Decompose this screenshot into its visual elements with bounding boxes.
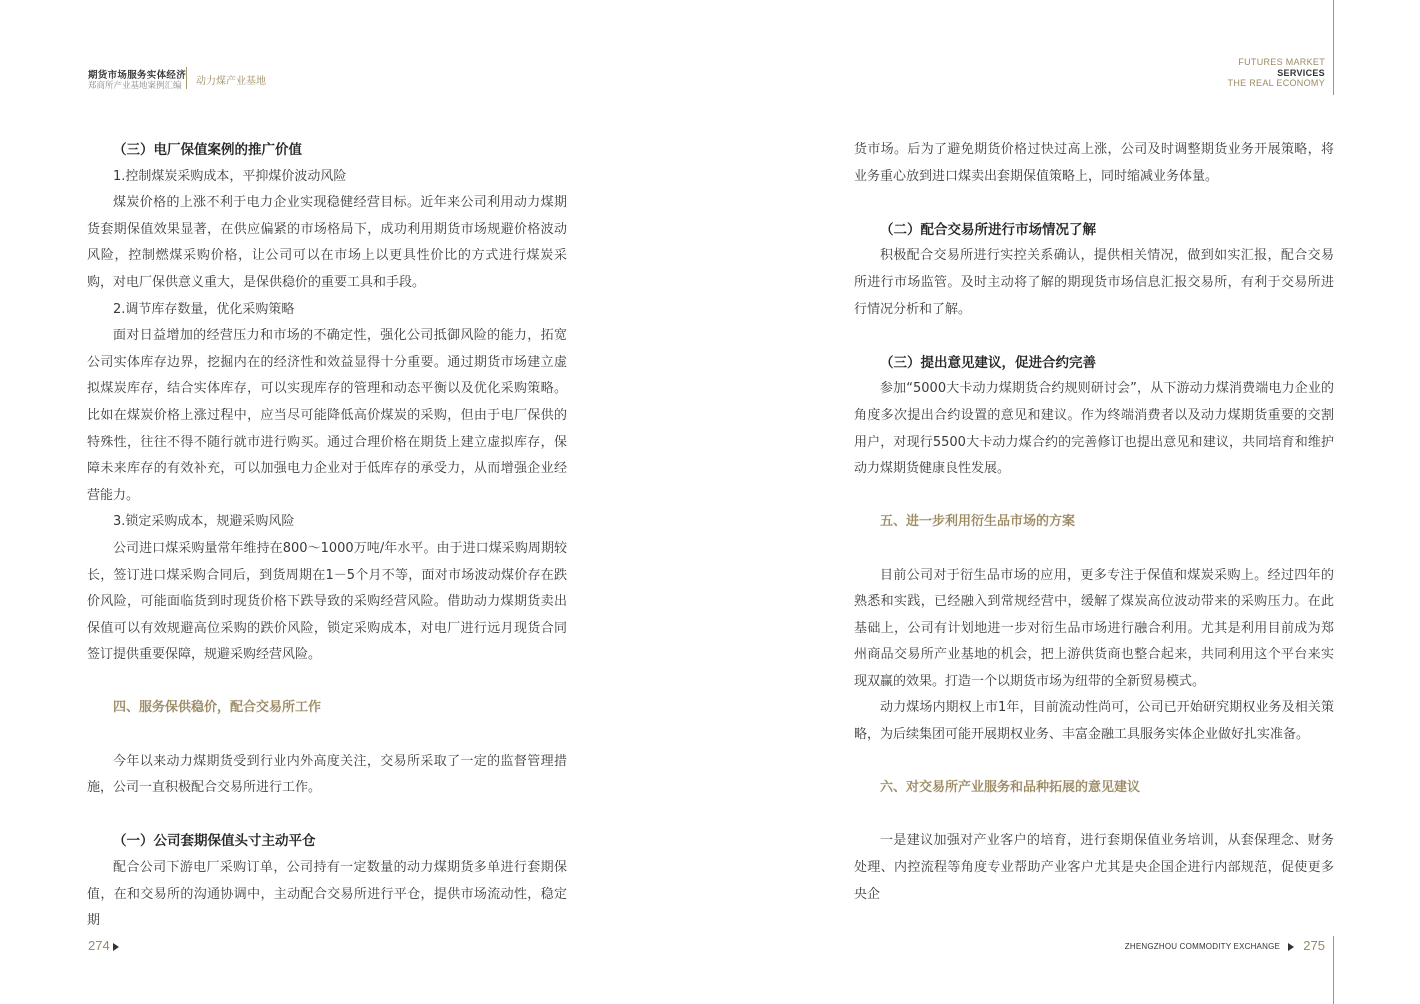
- triangle-right-icon: [113, 943, 119, 951]
- paragraph-3: 公司进口煤采购量常年维持在800～1000万吨/年水平。由于进口煤采购周期较长，签订进口煤采购合同后，到货周期在1－5个月不等，面对市场波动煤价存在跌价风险，可能面临货到时现货价格下跌导致的采购经营风险。借助动力煤期货卖出保值可以有效规避高位采购的跌价风险，锁定采购成本，对电厂进行远月现货合同签订提供重要保障，规避采购经营风险。: [87, 540, 567, 663]
- header-english-title: [1228, 57, 1325, 89]
- heading-3: （三）电厂保值案例的推广价值: [113, 142, 302, 158]
- section-heading-4: 四、服务保供稳价，配合交易所工作: [113, 700, 322, 716]
- heading-2: （二）配合交易所进行市场情况了解: [880, 221, 1096, 238]
- right-page-body: [854, 137, 1334, 908]
- paragraph-4: 目前公司对于衍生品市场的应用，更多专注于保值和煤炭采购上。经过四年的熟悉和实践，已经融入到常规经营中，缓解了煤炭高位波动带来的采购压力。在此基础上，公司有计划地进一步对衍生品市场进行融合利用。尤其是利用目前成为郑州商品交易所产业基地的机会，把上游供货商也整合起来，共同利用这个平台来实现双赢的效果。打造一个以期货市场为纽带的全新贸易模式。: [854, 567, 1334, 689]
- spacer: [854, 802, 1334, 829]
- right-margin-rule-top: [1333, 0, 1334, 95]
- header-divider: [186, 67, 187, 89]
- section-heading-6: 六、对交易所产业服务和品种拓展的意见建议: [880, 780, 1141, 796]
- left-page-number: [88, 938, 119, 953]
- header-english-line3: THE REAL ECONOMY: [1227, 78, 1325, 88]
- exchange-name: ZHENGZHOU COMMODITY EXCHANGE: [1124, 942, 1281, 952]
- paragraph-3: 参加“5000大卡动力煤期货合约规则研讨会”，从下游动力煤消费端电力企业的角度多次提出合约设置的意见和建议。作为终端消费者以及动力煤期货重要的交割用户，对现行5500大卡动力煤合约的完善修订也提出意见和建议，共同培育和维护动力煤期货健康良性发展。: [854, 381, 1334, 477]
- spacer: [854, 190, 1334, 217]
- header-english-line2: SERVICES: [1277, 67, 1325, 78]
- spacer: [87, 802, 567, 829]
- section-heading-5: 五、进一步利用衍生品市场的方案: [880, 514, 1076, 530]
- spacer: [87, 722, 567, 749]
- page-number: 275: [1303, 938, 1325, 953]
- subheading-2: 2.调节库存数量，优化采购策略: [113, 301, 295, 317]
- paragraph-4: 今年以来动力煤期货受到行业内外高度关注，交易所采取了一定的监督管理措施，公司一直积极配合交易所进行工作。: [87, 753, 567, 796]
- paragraph-2: 积极配合交易所进行实控关系确认，提供相关情况，做到如实汇报，配合交易所进行市场监管。及时主动将了解的期现货市场信息汇报交易所，有利于交易所进行情况分析和了解。: [854, 248, 1334, 317]
- paragraph-5: 动力煤场内期权上市1年，目前流动性尚可，公司已开始研究期权业务及相关策略，为后续集团可能开展期权业务、丰富金融工具服务实体企业做好扎实准备。: [854, 700, 1334, 743]
- subheading-1: 1.控制煤炭采购成本，平抑煤价波动风险: [113, 168, 347, 184]
- spacer: [854, 483, 1334, 510]
- subheading-3: 3.锁定采购成本，规避采购风险: [113, 514, 295, 530]
- paragraph-5: 配合公司下游电厂采购订单，公司持有一定数量的动力煤期货多单进行套期保值，在和交易所的沟通协调中，主动配合交易所进行平仓，提供市场流动性，稳定期: [87, 860, 567, 929]
- page-number: 274: [88, 938, 110, 953]
- book-subtitle: 郑商所产业基地案例汇编: [88, 81, 182, 91]
- paragraph-continued: 货市场。后为了避免期货价格过快过高上涨，公司及时调整期货业务开展策略，将业务重心放到进口煤卖出套期保值策略上，同时缩减业务体量。: [854, 142, 1334, 184]
- right-margin-rule-bottom: [1333, 936, 1334, 1004]
- heading-4-1: （一）公司套期保值头寸主动平仓: [113, 833, 316, 850]
- heading-3: （三）提出意见建议，促进合约完善: [880, 354, 1096, 371]
- section-label: 动力煤产业基地: [196, 76, 266, 87]
- spacer: [854, 323, 1334, 350]
- right-footer: [1125, 938, 1325, 953]
- spacer: [854, 536, 1334, 563]
- header-english-line1: FUTURES MARKET: [1238, 57, 1325, 67]
- spacer: [854, 749, 1334, 776]
- left-page-body: [87, 137, 567, 935]
- paragraph-2: 面对日益增加的经营压力和市场的不确定性，强化公司抵御风险的能力，拓宽公司实体库存边界，挖掘内在的经济性和效益显得十分重要。通过期货市场建立虚拟煤炭库存，结合实体库存，可以实现库存的管理和动态平衡以及优化采购策略。比如在煤炭价格上涨过程中，应当尽可能降低高价煤炭的采购，但由于电厂保供的特殊性，往往不得不随行就市进行购买。通过合理价格在期货上建立虚拟库存，保障未来库存的有效补充，可以加强电力企业对于低库存的承受力，从而增强企业经营能力。: [87, 328, 567, 503]
- paragraph-1: 煤炭价格的上涨不利于电力企业实现稳健经营目标。近年来公司利用动力煤期货套期保值效果显著，在供应偏紧的市场格局下，成功利用期货市场规避价格波动风险，控制燃煤采购价格，让公司可以在市场上以更具性价比的方式进行煤炭采购，对电厂保供意义重大，是保供稳价的重要工具和手段。: [87, 195, 567, 290]
- book-title: 期货市场服务实体经济: [88, 70, 187, 81]
- paragraph-6: 一是建议加强对产业客户的培育，进行套期保值业务培训，从套保理念、财务处理、内控流程等角度专业帮助产业客户尤其是央企国企进行内部规范，促使更多央企: [854, 833, 1334, 902]
- spacer: [87, 669, 567, 696]
- triangle-right-icon: [1288, 943, 1294, 951]
